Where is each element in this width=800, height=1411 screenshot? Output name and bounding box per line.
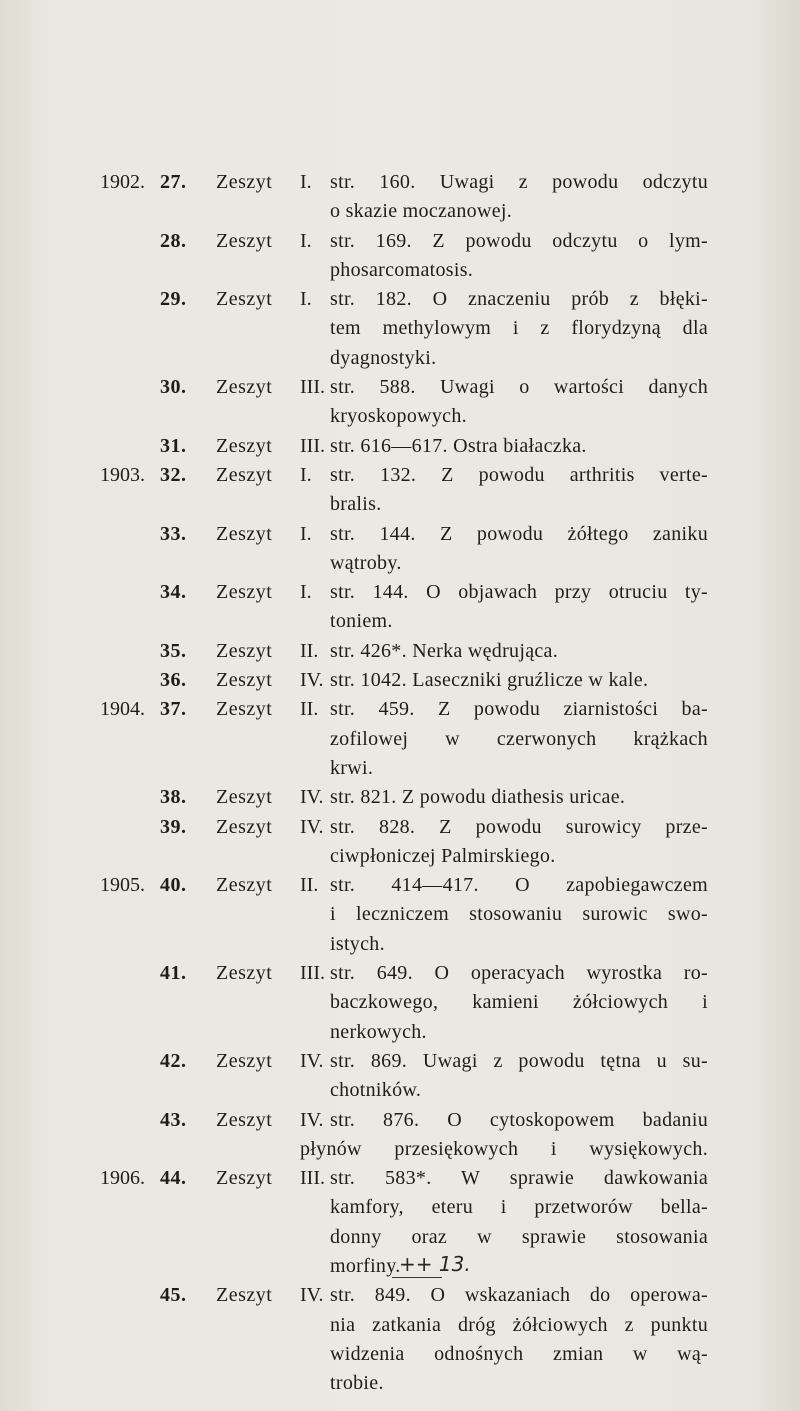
entry-continuation-line	[0, 754, 800, 783]
entry-text: płynów przesiękowych i wysiękowych.	[300, 1137, 708, 1160]
entry-first-line	[0, 1047, 800, 1076]
entry-continuation-line	[0, 842, 800, 871]
entry-issue-label: Zeszyt	[216, 639, 273, 662]
entry-issue-label: Zeszyt	[216, 229, 273, 252]
entry-text: chotników.	[330, 1079, 422, 1102]
entry-year: 1904.	[100, 698, 145, 721]
entry-volume: I.	[300, 288, 312, 311]
entry-volume: IV.	[300, 1049, 324, 1072]
entry-first-line	[0, 168, 800, 197]
bibliography-entry	[0, 695, 800, 783]
entry-first-line	[0, 637, 800, 666]
entry-year: 1903.	[100, 463, 145, 486]
entry-issue-label: Zeszyt	[216, 1284, 273, 1307]
entry-continuation-line	[0, 725, 800, 754]
entry-continuation-line	[0, 1018, 800, 1047]
entry-number: 40.	[160, 874, 187, 897]
entry-text: phosarcomatosis.	[330, 258, 474, 281]
bibliography-entry	[0, 285, 800, 373]
entry-text: wątroby.	[330, 551, 402, 574]
entry-year: 1905.	[100, 874, 145, 897]
entry-number: 30.	[160, 376, 187, 399]
entry-text: tem methylowym i z florydzyną dla	[330, 317, 708, 340]
bibliography-entry	[0, 959, 800, 1047]
entry-continuation-line	[0, 930, 800, 959]
entry-text: str. 169. Z powodu odczytu o lym-	[330, 229, 708, 252]
entry-volume: II.	[300, 639, 319, 662]
entry-number: 31.	[160, 434, 187, 457]
entry-text: str. 821. Z powodu diathesis uricae.	[330, 786, 626, 809]
bibliography-entry	[0, 578, 800, 637]
entry-volume: IV.	[300, 786, 324, 809]
entry-volume: II.	[300, 698, 319, 721]
entry-text: str. 160. Uwagi z powodu odczytu	[330, 171, 708, 193]
entry-text: str. 144. O objawach przy otruciu ty-	[330, 581, 708, 604]
entry-continuation-line	[0, 1193, 800, 1222]
entry-first-line	[0, 578, 800, 607]
entry-first-line	[0, 285, 800, 314]
bibliography-entry	[0, 168, 800, 227]
entry-text: str. 849. O wskazaniach do operowa-	[330, 1284, 708, 1307]
entry-continuation-line	[0, 1076, 800, 1105]
entry-text: str. 876. O cytoskopowem badaniu	[330, 1108, 708, 1131]
entry-volume: IV.	[300, 669, 324, 692]
entry-continuation-line	[0, 1135, 800, 1164]
entry-first-line	[0, 783, 800, 812]
bibliography-entry	[0, 373, 800, 432]
entry-volume: IV.	[300, 1284, 324, 1307]
note-underline	[392, 1277, 442, 1278]
entry-issue-label: Zeszyt	[216, 962, 273, 985]
entry-issue-label: Zeszyt	[216, 786, 273, 809]
entry-text: nerkowych.	[330, 1020, 427, 1043]
entry-issue-label: Zeszyt	[216, 1049, 273, 1072]
entry-text: str. 182. O znaczeniu prób z błęki-	[330, 288, 708, 311]
entry-issue-label: Zeszyt	[216, 171, 273, 193]
bibliography-entry	[0, 1106, 800, 1165]
entry-number: 35.	[160, 639, 187, 662]
entry-volume: IV.	[300, 815, 324, 838]
entry-text: istych.	[330, 932, 385, 955]
entry-first-line	[0, 1164, 800, 1193]
entry-first-line	[0, 1281, 800, 1310]
entry-text: o skazie moczanowej.	[330, 200, 513, 223]
entry-text: str. 828. Z powodu surowicy prze-	[330, 815, 708, 838]
entry-number: 38.	[160, 786, 187, 809]
entry-number: 27.	[160, 171, 187, 193]
entry-continuation-line	[0, 607, 800, 636]
bibliography-entry	[0, 813, 800, 872]
entry-number: 32.	[160, 463, 187, 486]
entry-text: i leczniczem stosowaniu surowic swo-	[330, 903, 708, 926]
bibliography-entry	[0, 871, 800, 959]
entry-number: 39.	[160, 815, 187, 838]
entry-issue-label: Zeszyt	[216, 1108, 273, 1131]
bibliography-entry	[0, 783, 800, 812]
entry-continuation-line	[0, 1223, 800, 1252]
entry-issue-label: Zeszyt	[216, 815, 273, 838]
entry-volume: III.	[300, 1167, 325, 1190]
handwritten-note: ++ 13.	[399, 1252, 471, 1276]
entry-text: str. 583*. W sprawie dawkowania	[330, 1167, 708, 1190]
entry-issue-label: Zeszyt	[216, 874, 273, 897]
bibliography-entry	[0, 666, 800, 695]
entry-first-line	[0, 520, 800, 549]
entry-volume: II.	[300, 874, 319, 897]
entry-volume: I.	[300, 522, 312, 545]
entry-text: widzenia odnośnych zmian w wą-	[330, 1342, 708, 1365]
bibliography-entry	[0, 432, 800, 461]
entry-text: zofilowej w czerwonych krążkach	[330, 727, 708, 750]
entry-text: toniem.	[330, 610, 393, 633]
entry-first-line	[0, 695, 800, 724]
entry-text: baczkowego, kamieni żółciowych i	[330, 991, 708, 1014]
entry-continuation-line	[0, 1311, 800, 1340]
entry-volume: I.	[300, 463, 312, 486]
entry-number: 36.	[160, 669, 187, 692]
entry-number: 37.	[160, 698, 187, 721]
entry-volume: III.	[300, 376, 325, 399]
entry-text: str. 616—617. Ostra białaczka.	[330, 434, 587, 457]
entry-text: str. 1042. Laseczniki gruźlicze w kale.	[330, 669, 649, 692]
entry-volume: I.	[300, 229, 312, 252]
entry-continuation-line	[0, 549, 800, 578]
entry-number: 29.	[160, 288, 187, 311]
bibliography-entry	[0, 637, 800, 666]
entry-first-line	[0, 461, 800, 490]
entry-number: 33.	[160, 522, 187, 545]
entry-text: str. 869. Uwagi z powodu tętna u su-	[330, 1049, 708, 1072]
entry-first-line	[0, 813, 800, 842]
bibliography-entry	[0, 461, 800, 520]
entry-text: str. 144. Z powodu żółtego zaniku	[330, 522, 708, 545]
bibliography-list	[0, 168, 800, 1398]
entry-first-line	[0, 227, 800, 256]
entry-number: 42.	[160, 1049, 187, 1072]
entry-year: 1906.	[100, 1167, 145, 1190]
entry-continuation-line	[0, 344, 800, 373]
bibliography-entry	[0, 520, 800, 579]
entry-number: 28.	[160, 229, 187, 252]
entry-issue-label: Zeszyt	[216, 522, 273, 545]
entry-text: morfiny.	[330, 1254, 401, 1277]
entry-text: trobie.	[330, 1372, 384, 1395]
entry-issue-label: Zeszyt	[216, 376, 273, 399]
entry-continuation-line	[0, 1340, 800, 1369]
bibliography-entry	[0, 1047, 800, 1106]
entry-continuation-line	[0, 490, 800, 519]
entry-first-line	[0, 959, 800, 988]
entry-issue-label: Zeszyt	[216, 434, 273, 457]
entry-issue-label: Zeszyt	[216, 463, 273, 486]
entry-continuation-line	[0, 900, 800, 929]
entry-issue-label: Zeszyt	[216, 1167, 273, 1190]
entry-continuation-line	[0, 197, 800, 226]
entry-text: str. 649. O operacyach wyrostka ro-	[330, 962, 708, 985]
entry-volume: I.	[300, 581, 312, 604]
entry-text: str. 414—417. O zapobiegawczem	[330, 874, 708, 897]
entry-continuation-line	[0, 988, 800, 1017]
entry-number: 43.	[160, 1108, 187, 1131]
entry-text: ciwpłoniczej Palmirskiego.	[330, 844, 556, 867]
entry-text: str. 426*. Nerka wędrująca.	[330, 639, 559, 662]
entry-first-line	[0, 871, 800, 900]
entry-text: kamfory, eteru i przetworów bella-	[330, 1196, 708, 1219]
entry-first-line	[0, 1106, 800, 1135]
entry-year: 1902.	[100, 171, 145, 193]
entry-text: dyagnostyki.	[330, 346, 437, 369]
entry-first-line	[0, 432, 800, 461]
entry-volume: III.	[300, 962, 325, 985]
entry-issue-label: Zeszyt	[216, 698, 273, 721]
entry-text: bralis.	[330, 493, 382, 516]
bibliography-entry	[0, 227, 800, 286]
entry-continuation-line	[0, 314, 800, 343]
entry-text: nia zatkania dróg żółciowych z punktu	[330, 1313, 708, 1336]
bibliography-entry	[0, 1281, 800, 1398]
entry-issue-label: Zeszyt	[216, 669, 273, 692]
entry-text: str. 588. Uwagi o wartości danych	[330, 376, 708, 399]
entry-text: kryoskopowych.	[330, 405, 467, 428]
entry-first-line	[0, 666, 800, 695]
entry-volume: IV.	[300, 1108, 324, 1131]
entry-continuation-line	[0, 1369, 800, 1398]
entry-text: str. 132. Z powodu arthritis verte-	[330, 463, 708, 486]
entry-text: donny oraz w sprawie stosowania	[330, 1225, 708, 1248]
entry-first-line	[0, 373, 800, 402]
entry-continuation-line	[0, 402, 800, 431]
entry-number: 44.	[160, 1167, 187, 1190]
entry-continuation-line	[0, 256, 800, 285]
entry-issue-label: Zeszyt	[216, 581, 273, 604]
entry-text: krwi.	[330, 756, 374, 779]
entry-number: 41.	[160, 962, 187, 985]
entry-issue-label: Zeszyt	[216, 288, 273, 311]
entry-text: str. 459. Z powodu ziarnistości ba-	[330, 698, 708, 721]
entry-volume: III.	[300, 434, 325, 457]
entry-number: 34.	[160, 581, 187, 604]
entry-number: 45.	[160, 1284, 187, 1307]
entry-volume: I.	[300, 171, 312, 193]
